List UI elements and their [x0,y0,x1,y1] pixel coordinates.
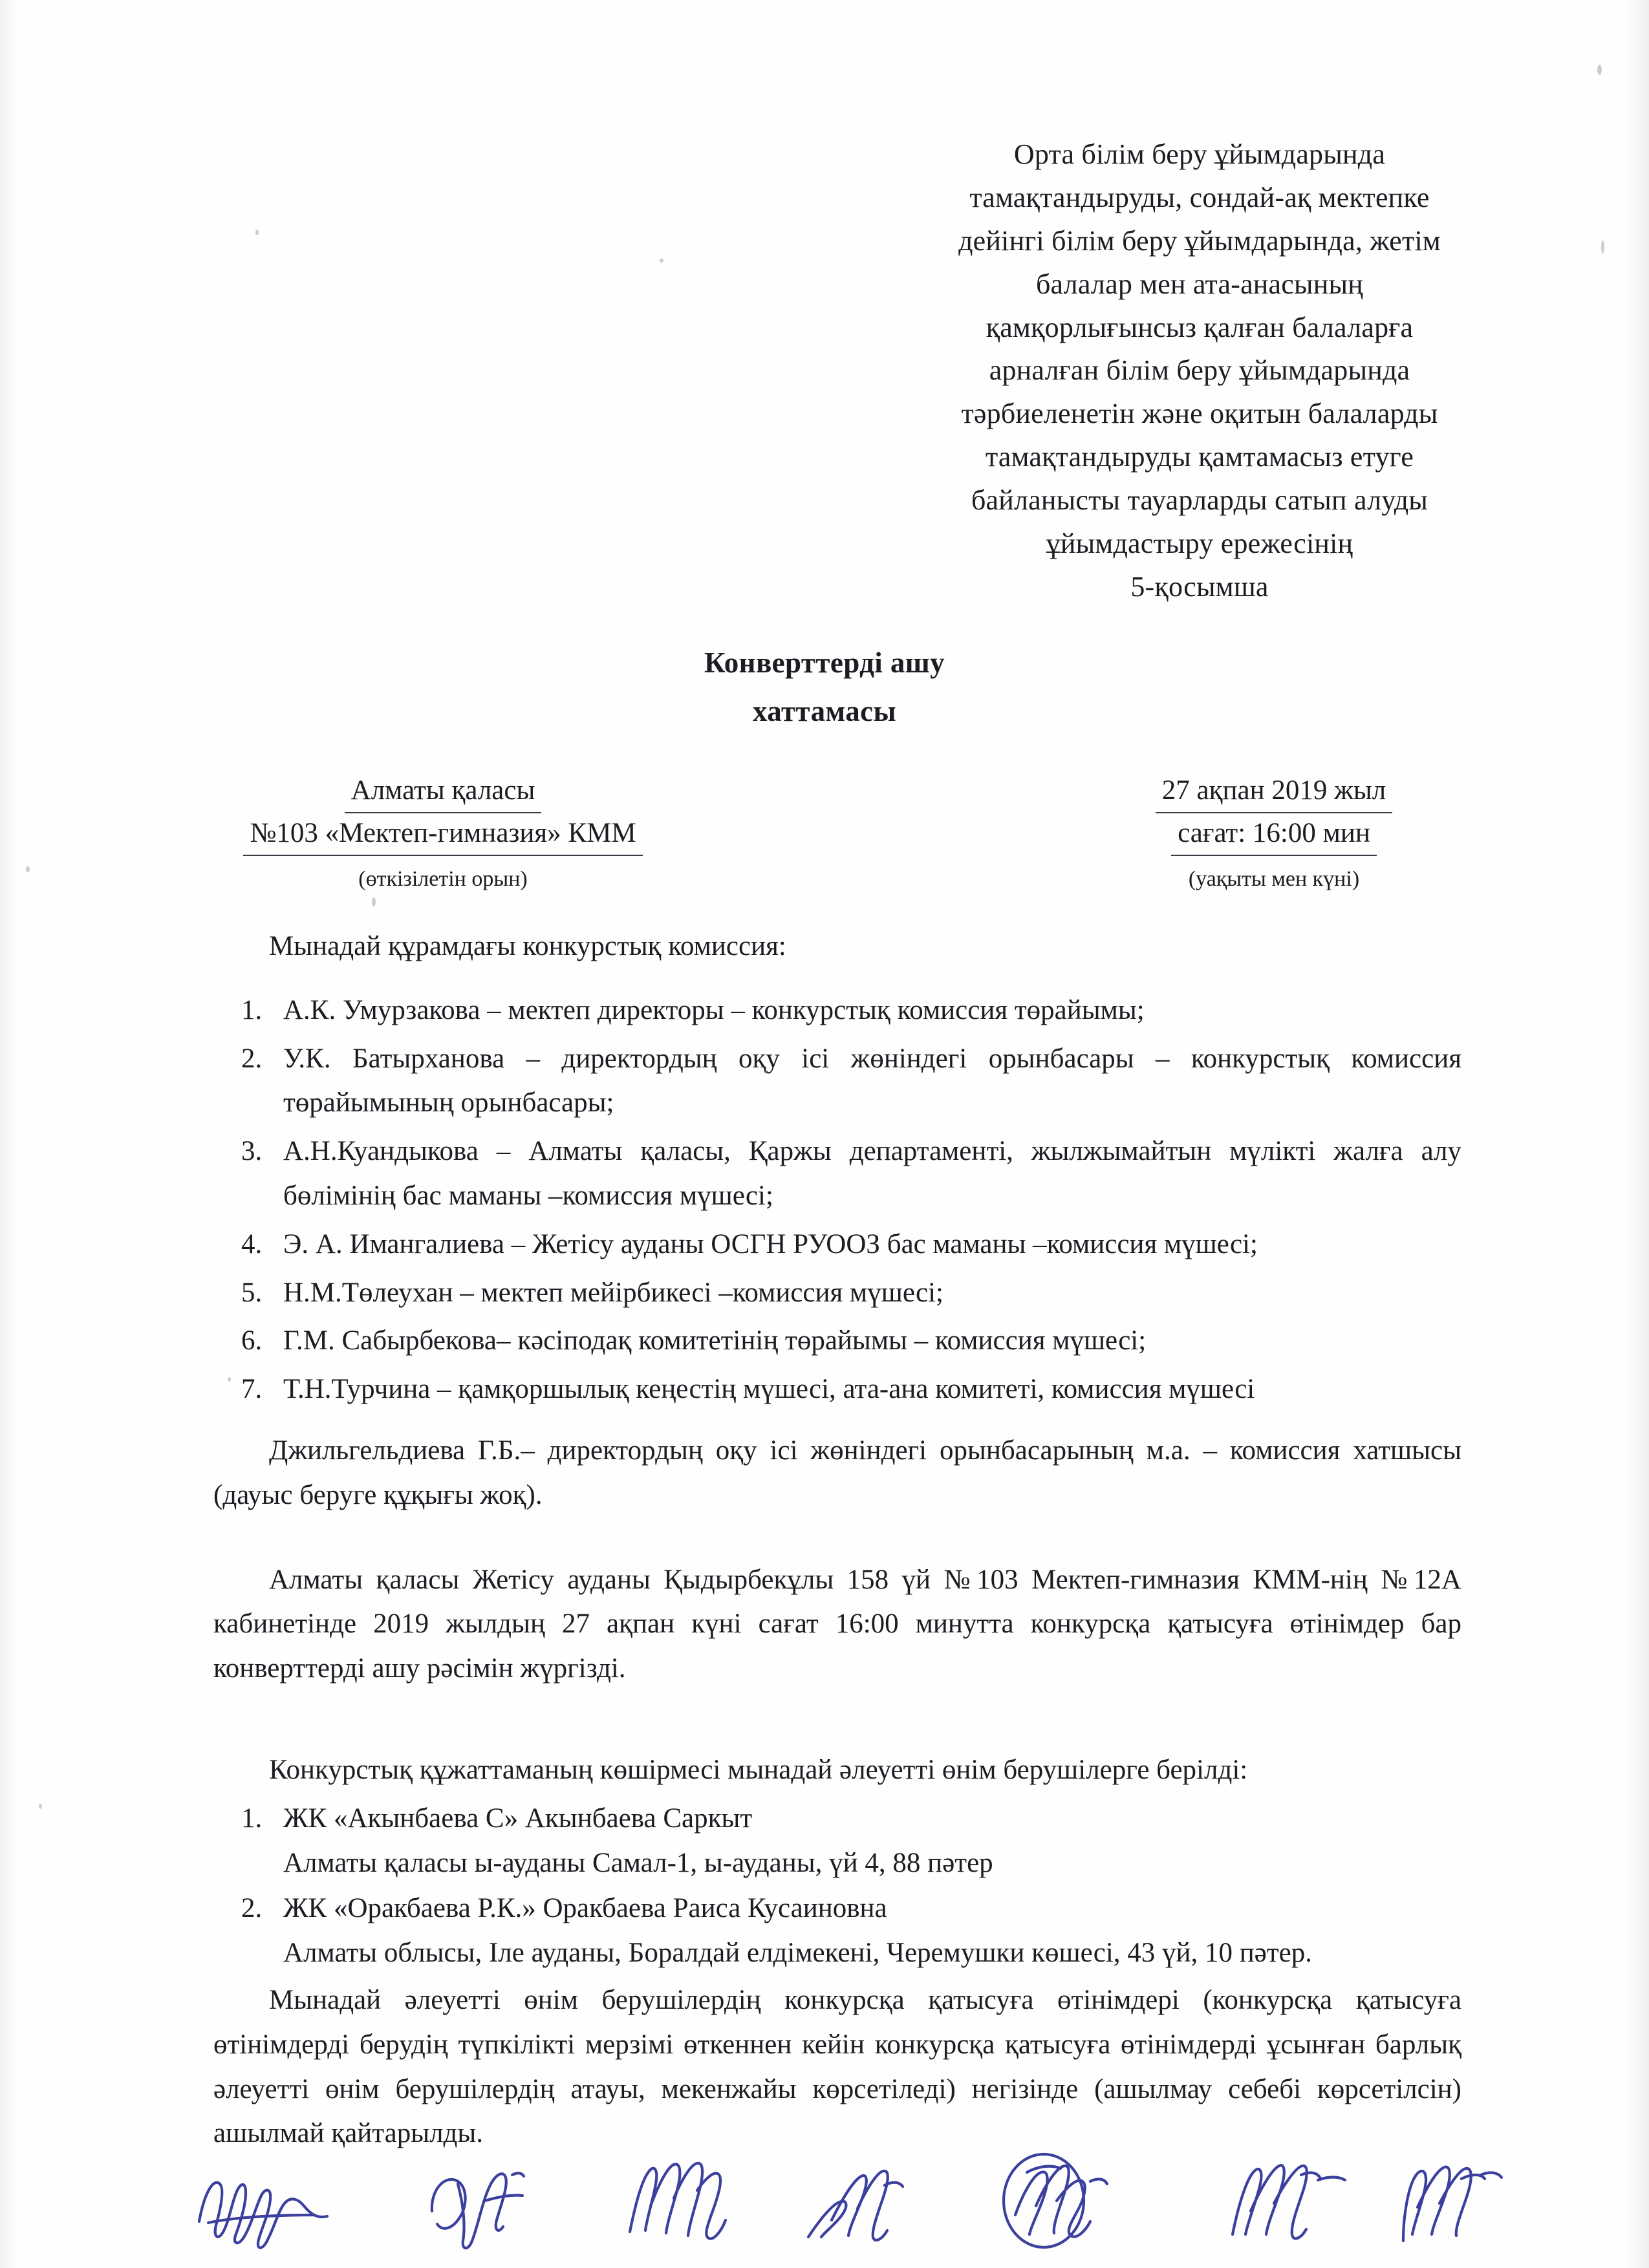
signature-3 [621,2144,789,2260]
appendix-line: арналған білім беру ұйымдарында [989,354,1410,387]
meta-block [0,771,1649,932]
supplier-address: Алматы қаласы ы-ауданы Самал-1, ы-ауданы, үй 4, 88 пәтер [283,1847,993,1878]
appendix-line: балалар мен ата-анасының [1035,268,1364,300]
spacer [213,1536,1461,1558]
suppliers-intro: Конкурстық құжаттаманың көшірмесі мынадай әлеуетті өнім берушілерге берілді: [269,1754,1248,1785]
place-block [175,771,711,895]
commission-member: 6. Г.М. Сабырбекова– кәсіподақ комитетінің төрайымы – комиссия мүшесі; [269,1319,1461,1364]
appendix-line: байланысты тауарларды сатып алуды [971,484,1428,516]
appendix-line: тәрбиеленетін және оқитын балаларды [961,398,1438,430]
spacer [213,1709,1461,1748]
supplier-item [269,1887,1461,1976]
datetime-caption: (уақыты мен күні) [1188,867,1360,892]
title-line-2: хаттамасы [752,694,897,727]
place-caption: (өткізілетін орын) [358,867,528,892]
signature-row [194,2144,1474,2267]
supplier-item [269,1797,1461,1886]
appendix-line: ұйымдастыру ережесінің [1046,527,1353,559]
place-venue: №103 «Мектеп-гимназия» КММ [243,813,642,856]
appendix-line: Орта білім беру ұйымдарында [1013,138,1386,170]
appendix-line: дейінгі білім беру ұйымдарында, жетім [958,224,1441,257]
procedure-paragraph: Алматы қаласы Жетісу ауданы Қыдырбекұлы 158 үй №103 Мектеп-гимназия КММ-нің №12А кабинетінде 2019 жылдың 27 ақпан күні сағат 16:00 минутта конкурсқа қатысуға өтінімдер бар конверттерді ашу рәсімін жүргізді. [213,1564,1461,1684]
document-body [213,925,1461,2174]
datetime-block [1035,771,1513,895]
page-title [0,639,1649,735]
supplier-name: ЖК «Акынбаева С» Акынбаева Саркыт [283,1803,753,1834]
appendix-line: тамақтандыруды қамтамасыз етуге [985,441,1414,473]
commission-member: 5. Н.М.Төлеухан – мектеп мейірбикесі –комиссия мүшесі; [269,1271,1461,1316]
title-line-1: Конверттерді ашу [704,647,945,679]
appendix-line: 5-қосымша [1130,570,1269,603]
signature-5 [989,2144,1158,2260]
commission-member: 2. У.К. Батырханова – директордың оқу ісі жөніндегі орынбасары – конкурстық комиссия төрайымының орынбасары; [269,1037,1461,1126]
place-city: Алматы қаласы [345,771,542,813]
signature-4 [802,2144,970,2260]
supplier-name: ЖК «Оракбаева Р.К.» Оракбаева Раиса Кусаиновна [283,1893,887,1924]
commission-member: 7. Т.Н.Турчина – қамқоршылық кеңестің мүшесі, ата-ана комитеті, комиссия мүшесі [269,1367,1461,1412]
signature-2 [420,2144,588,2260]
commission-members-list [213,989,1461,1412]
appendix-line: тамақтандыруды, сондай-ақ мектепке [969,181,1430,213]
commission-member: 3. А.Н.Куандыкова – Алматы қаласы, Қаржы департаменті, жылжымайтын мүлікті жалға алу бөлімінің бас маманы –комиссия мүшесі; [269,1129,1461,1219]
commission-member: 4. Э. А. Имангалиева – Жетісу ауданы ОСГН РУООЗ бас маманы –комиссия мүшесі; [269,1223,1461,1267]
time-value: сағат: 16:00 мин [1171,813,1377,856]
commission-member: 1. А.К. Умурзакова – мектеп директоры – конкурстық комиссия төрайымы; [269,989,1461,1033]
signature-7 [1358,2144,1526,2260]
signature-1 [194,2144,362,2260]
returned-applications-paragraph: Мынадай әлеуетті өнім берушілердің конкурсқа қатысуға өтінімдері (конкурсқа қатысуға өтінімдерді берудің түпкілікті мерзімі өткеннен кейін конкурсқа қатысуға өтінімдерді ұсынған барлық әлеуетті өнім берушілердің атауы, мекенжайы көрсетіледі) негізінде (ашылмау себебі көрсетілсін) ашылмай қайтарылды. [213,1984,1461,2149]
date-value: 27 ақпан 2019 жыл [1156,771,1392,813]
secretary-paragraph: Джильгельдиева Г.Б.– директордың оқу ісі жөніндегі орынбасарының м.а. – комиссия хатшысы (дауыс беруге құқығы жоқ). [213,1435,1461,1510]
commission-intro: Мынадай құрамдағы конкурстық комиссия: [269,931,786,961]
suppliers-list [213,1797,1461,1976]
appendix-reference-header [902,133,1497,609]
supplier-address: Алматы облысы, Іле ауданы, Боралдай елдімекені, Черемушки көшесі, 43 үй, 10 пәтер. [283,1938,1313,1969]
appendix-line: қамқорлығынсыз қалған балаларға [986,311,1414,343]
